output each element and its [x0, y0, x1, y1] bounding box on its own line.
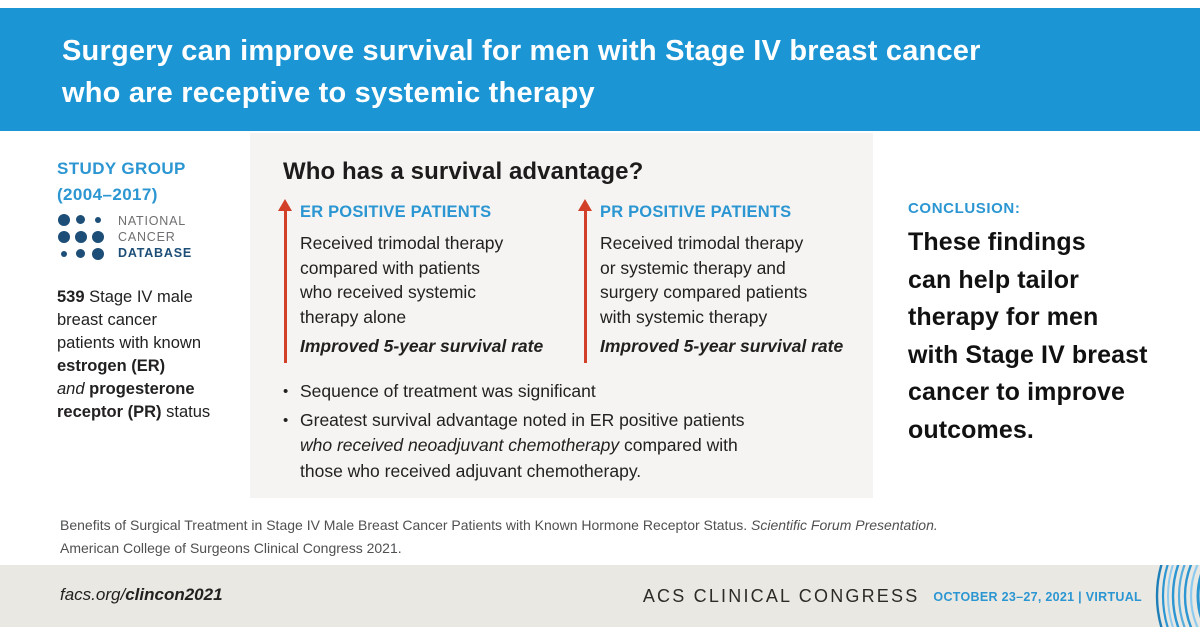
er-positive-result: Improved 5-year survival rate: [300, 336, 544, 356]
ncdb-logo-line-national: NATIONAL: [118, 213, 186, 228]
page-title: Surgery can improve survival for men with Stage IV breast cancer who are receptive to systemic therapy: [62, 35, 981, 109]
header-band: [0, 8, 1200, 131]
finding-item: • Greatest survival advantage noted in ER positive patients who received neoadjuvant chemotherapy compared with those who received adjuvant chemotherapy.: [283, 408, 843, 485]
pr-positive-body: Received trimodal therapy or systemic therapy and surgery compared patients with systemic therapy: [600, 233, 808, 327]
footer-band: [0, 565, 1200, 627]
study-group-label: STUDY GROUP (2004–2017): [57, 159, 186, 204]
conclusion-label: CONCLUSION:: [908, 200, 1021, 217]
footer-congress-block: [643, 565, 1142, 627]
citation: Benefits of Surgical Treatment in Stage IV Male Breast Cancer Patients with Known Hormone Receptor Status. Scientific Forum Presentation. American College of Surgeons Clinical Congress 2021.: [60, 517, 938, 556]
study-population-text: 539 Stage IV male breast cancer patients with known estrogen (ER) and progesterone receptor (PR) status: [57, 288, 211, 421]
conclusion-text: These findings can help tailor therapy for men with Stage IV breast cancer to improve outcomes.: [908, 228, 1148, 444]
concentric-arcs-icon: [1152, 565, 1200, 627]
ncdb-logo-line-cancer: CANCER: [118, 229, 176, 244]
ncdb-logo-dots-icon: [55, 211, 106, 262]
er-positive-column: [300, 203, 550, 357]
ncdb-logo-line-database: DATABASE: [118, 245, 192, 260]
er-positive-label: ER POSITIVE PATIENTS: [300, 203, 492, 221]
congress-name: ACS CLINICAL CONGRESS: [642, 585, 920, 606]
ncdb-logo: [55, 211, 192, 262]
pr-positive-result: Improved 5-year survival rate: [600, 336, 844, 356]
panel-heading: Who has a survival advantage?: [283, 158, 644, 185]
congress-dates: OCTOBER 23–27, 2021 | VIRTUAL: [933, 590, 1142, 604]
pr-positive-label: PR POSITIVE PATIENTS: [600, 203, 792, 221]
survival-advantage-panel: [250, 133, 873, 498]
findings-bullet-list: [283, 379, 843, 487]
footer-url-link[interactable]: facs.org/clincon2021: [60, 585, 223, 604]
ncdb-logo-text: [118, 213, 192, 261]
finding-item: • Sequence of treatment was significant: [283, 379, 843, 405]
up-arrow-icon: [578, 199, 592, 363]
er-positive-body: Received trimodal therapy compared with patients who received systemic therapy alone: [300, 233, 504, 327]
pr-positive-column: [600, 203, 850, 357]
up-arrow-icon: [278, 199, 292, 363]
